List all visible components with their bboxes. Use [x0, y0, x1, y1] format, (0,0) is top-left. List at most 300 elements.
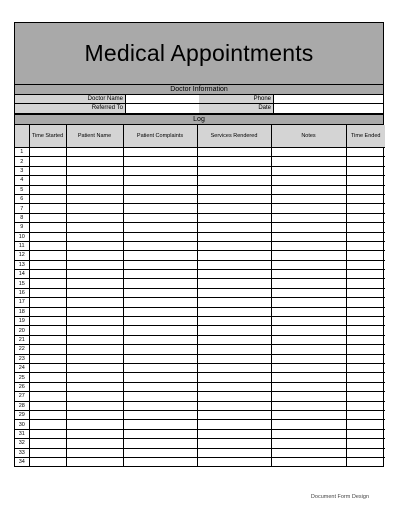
row-number: 26: [15, 382, 29, 391]
notes-cell[interactable]: [271, 345, 346, 354]
patient-complaints-cell[interactable]: [123, 213, 197, 222]
row-number: 25: [15, 373, 29, 382]
row-number: 24: [15, 363, 29, 372]
patient-name-cell[interactable]: [66, 429, 123, 438]
notes-cell[interactable]: [271, 307, 346, 316]
time-started-cell[interactable]: [29, 194, 66, 203]
doctor-right-col: [199, 95, 383, 113]
table-row: [15, 176, 385, 185]
time-ended-cell[interactable]: [346, 345, 385, 354]
time-started-cell[interactable]: [29, 448, 66, 457]
time-started-cell[interactable]: [29, 326, 66, 335]
patient-name-cell[interactable]: [66, 270, 123, 279]
row-number: 19: [15, 317, 29, 326]
patient-complaints-cell[interactable]: [123, 260, 197, 269]
table-row: [15, 429, 385, 438]
time-started-cell[interactable]: [29, 439, 66, 448]
services-rendered-cell[interactable]: [197, 429, 271, 438]
services-rendered-cell[interactable]: [197, 410, 271, 419]
notes-cell[interactable]: [271, 363, 346, 372]
services-rendered-cell[interactable]: [197, 363, 271, 372]
notes-cell[interactable]: [271, 166, 346, 175]
notes-cell[interactable]: [271, 176, 346, 185]
services-rendered-cell[interactable]: [197, 204, 271, 213]
table-row: [15, 373, 385, 382]
patient-complaints-cell[interactable]: [123, 166, 197, 175]
services-rendered-cell[interactable]: [197, 382, 271, 391]
phone-row: [199, 95, 383, 104]
time-started-cell[interactable]: [29, 429, 66, 438]
patient-name-cell[interactable]: [66, 401, 123, 410]
log-table: [15, 125, 385, 466]
services-rendered-cell[interactable]: [197, 185, 271, 194]
services-rendered-cell[interactable]: [197, 448, 271, 457]
notes-cell[interactable]: [271, 401, 346, 410]
time-ended-cell[interactable]: [346, 392, 385, 401]
table-row: [15, 241, 385, 250]
patient-name-cell[interactable]: [66, 185, 123, 194]
notes-cell[interactable]: [271, 382, 346, 391]
notes-cell[interactable]: [271, 448, 346, 457]
patient-name-cell[interactable]: [66, 166, 123, 175]
services-rendered-cell[interactable]: [197, 279, 271, 288]
time-ended-cell[interactable]: [346, 382, 385, 391]
time-ended-cell[interactable]: [346, 166, 385, 175]
table-row: [15, 307, 385, 316]
table-row: [15, 279, 385, 288]
time-started-cell[interactable]: [29, 401, 66, 410]
table-row: [15, 270, 385, 279]
time-started-cell[interactable]: [29, 204, 66, 213]
table-row: [15, 213, 385, 222]
table-row: [15, 354, 385, 363]
patient-complaints-cell[interactable]: [123, 279, 197, 288]
row-number: 16: [15, 288, 29, 297]
notes-cell[interactable]: [271, 439, 346, 448]
time-started-cell[interactable]: [29, 298, 66, 307]
patient-name-cell[interactable]: [66, 260, 123, 269]
log-header-row: [15, 125, 385, 148]
row-number: 5: [15, 185, 29, 194]
patient-name-cell[interactable]: [66, 223, 123, 232]
patient-complaints-cell[interactable]: [123, 401, 197, 410]
services-rendered-cell[interactable]: [197, 223, 271, 232]
row-number: 30: [15, 420, 29, 429]
time-ended-cell[interactable]: [346, 439, 385, 448]
services-rendered-cell[interactable]: [197, 176, 271, 185]
patient-name-cell[interactable]: [66, 194, 123, 203]
patient-complaints-cell[interactable]: [123, 204, 197, 213]
notes-cell[interactable]: [271, 232, 346, 241]
patient-name-cell[interactable]: [66, 420, 123, 429]
services-rendered-cell[interactable]: [197, 166, 271, 175]
patient-name-cell[interactable]: [66, 363, 123, 372]
time-started-cell[interactable]: [29, 279, 66, 288]
patient-complaints-cell[interactable]: [123, 194, 197, 203]
time-ended-cell[interactable]: [346, 148, 385, 157]
row-number: 6: [15, 194, 29, 203]
time-ended-cell[interactable]: [346, 363, 385, 372]
patient-complaints-cell[interactable]: [123, 157, 197, 166]
notes-cell[interactable]: [271, 335, 346, 344]
row-number: 20: [15, 326, 29, 335]
notes-cell[interactable]: [271, 410, 346, 419]
patient-name-cell[interactable]: [66, 326, 123, 335]
patient-complaints-cell[interactable]: [123, 429, 197, 438]
patient-complaints-cell[interactable]: [123, 326, 197, 335]
referred-to-row: [15, 104, 199, 113]
time-ended-cell[interactable]: [346, 279, 385, 288]
notes-cell[interactable]: [271, 457, 346, 466]
notes-cell[interactable]: [271, 204, 346, 213]
date-label: Date: [258, 105, 271, 111]
date-row: [199, 104, 383, 113]
table-row: [15, 232, 385, 241]
row-number: 22: [15, 345, 29, 354]
time-ended-cell[interactable]: [346, 251, 385, 260]
patient-complaints-cell[interactable]: [123, 251, 197, 260]
table-row: [15, 326, 385, 335]
patient-name-cell[interactable]: [66, 232, 123, 241]
services-rendered-cell[interactable]: [197, 354, 271, 363]
services-rendered-cell[interactable]: [197, 317, 271, 326]
time-ended-cell[interactable]: [346, 354, 385, 363]
patient-name-cell[interactable]: [66, 439, 123, 448]
patient-complaints-cell[interactable]: [123, 345, 197, 354]
row-number: 11: [15, 241, 29, 250]
table-row: [15, 410, 385, 419]
notes-cell[interactable]: [271, 317, 346, 326]
row-number: 15: [15, 279, 29, 288]
patient-complaints-cell[interactable]: [123, 382, 197, 391]
services-rendered-cell[interactable]: [197, 457, 271, 466]
patient-name-cell[interactable]: [66, 279, 123, 288]
patient-name-cell[interactable]: [66, 157, 123, 166]
time-started-cell[interactable]: [29, 335, 66, 344]
notes-cell[interactable]: [271, 260, 346, 269]
col-header-time-ended: Time Ended: [346, 125, 385, 148]
patient-complaints-cell[interactable]: [123, 457, 197, 466]
row-number: 2: [15, 157, 29, 166]
time-started-cell[interactable]: [29, 457, 66, 466]
time-started-cell[interactable]: [29, 373, 66, 382]
services-rendered-cell[interactable]: [197, 270, 271, 279]
patient-complaints-cell[interactable]: [123, 148, 197, 157]
patient-name-cell[interactable]: [66, 410, 123, 419]
table-row: [15, 166, 385, 175]
notes-cell[interactable]: [271, 241, 346, 250]
row-number: 27: [15, 392, 29, 401]
table-row: [15, 420, 385, 429]
page-title: Medical Appointments: [15, 23, 383, 85]
table-row: [15, 345, 385, 354]
notes-cell[interactable]: [271, 251, 346, 260]
table-row: [15, 185, 385, 194]
time-started-cell[interactable]: [29, 270, 66, 279]
patient-name-cell[interactable]: [66, 335, 123, 344]
time-started-cell[interactable]: [29, 354, 66, 363]
row-number: 34: [15, 457, 29, 466]
patient-name-cell[interactable]: [66, 392, 123, 401]
patient-complaints-cell[interactable]: [123, 448, 197, 457]
patient-complaints-cell[interactable]: [123, 410, 197, 419]
table-row: [15, 204, 385, 213]
services-rendered-cell[interactable]: [197, 392, 271, 401]
time-started-cell[interactable]: [29, 260, 66, 269]
patient-name-cell[interactable]: [66, 345, 123, 354]
table-row: [15, 401, 385, 410]
time-ended-cell[interactable]: [346, 270, 385, 279]
patient-name-cell[interactable]: [66, 288, 123, 297]
patient-name-cell[interactable]: [66, 448, 123, 457]
time-ended-cell[interactable]: [346, 429, 385, 438]
referred-to-field[interactable]: [125, 104, 199, 113]
table-row: [15, 288, 385, 297]
notes-cell[interactable]: [271, 270, 346, 279]
time-started-cell[interactable]: [29, 410, 66, 419]
services-rendered-cell[interactable]: [197, 194, 271, 203]
phone-field[interactable]: [273, 95, 383, 103]
time-started-cell[interactable]: [29, 157, 66, 166]
row-number-header: [15, 125, 29, 148]
patient-name-cell[interactable]: [66, 307, 123, 316]
log-heading: Log: [15, 114, 383, 125]
patient-complaints-cell[interactable]: [123, 298, 197, 307]
col-header-services-rendered: Services Rendered: [197, 125, 271, 148]
row-number: 8: [15, 213, 29, 222]
services-rendered-cell[interactable]: [197, 298, 271, 307]
patient-complaints-cell[interactable]: [123, 176, 197, 185]
time-started-cell[interactable]: [29, 307, 66, 316]
patient-complaints-cell[interactable]: [123, 317, 197, 326]
table-row: [15, 298, 385, 307]
date-field[interactable]: [273, 104, 383, 113]
row-number: 14: [15, 270, 29, 279]
notes-cell[interactable]: [271, 429, 346, 438]
patient-name-cell[interactable]: [66, 241, 123, 250]
table-row: [15, 148, 385, 157]
notes-cell[interactable]: [271, 157, 346, 166]
time-ended-cell[interactable]: [346, 317, 385, 326]
services-rendered-cell[interactable]: [197, 307, 271, 316]
patient-name-cell[interactable]: [66, 382, 123, 391]
row-number: 9: [15, 223, 29, 232]
patient-complaints-cell[interactable]: [123, 420, 197, 429]
services-rendered-cell[interactable]: [197, 335, 271, 344]
row-number: 29: [15, 410, 29, 419]
time-started-cell[interactable]: [29, 288, 66, 297]
notes-cell[interactable]: [271, 373, 346, 382]
services-rendered-cell[interactable]: [197, 401, 271, 410]
time-started-cell[interactable]: [29, 345, 66, 354]
table-row: [15, 223, 385, 232]
time-ended-cell[interactable]: [346, 213, 385, 222]
time-started-cell[interactable]: [29, 420, 66, 429]
table-row: [15, 157, 385, 166]
time-ended-cell[interactable]: [346, 157, 385, 166]
log-body: [15, 148, 385, 467]
patient-complaints-cell[interactable]: [123, 373, 197, 382]
time-ended-cell[interactable]: [346, 288, 385, 297]
time-ended-cell[interactable]: [346, 241, 385, 250]
patient-name-cell[interactable]: [66, 354, 123, 363]
patient-name-cell[interactable]: [66, 251, 123, 260]
time-started-cell[interactable]: [29, 185, 66, 194]
time-started-cell[interactable]: [29, 317, 66, 326]
patient-complaints-cell[interactable]: [123, 307, 197, 316]
notes-cell[interactable]: [271, 223, 346, 232]
col-header-time-started: Time Started: [29, 125, 66, 148]
patient-complaints-cell[interactable]: [123, 223, 197, 232]
patient-complaints-cell[interactable]: [123, 185, 197, 194]
doctor-name-label: Doctor Name: [87, 96, 123, 102]
time-ended-cell[interactable]: [346, 194, 385, 203]
table-row: [15, 363, 385, 372]
time-started-cell[interactable]: [29, 241, 66, 250]
time-ended-cell[interactable]: [346, 410, 385, 419]
time-started-cell[interactable]: [29, 363, 66, 372]
row-number: 21: [15, 335, 29, 344]
notes-cell[interactable]: [271, 298, 346, 307]
patient-complaints-cell[interactable]: [123, 232, 197, 241]
table-row: [15, 260, 385, 269]
table-row: [15, 251, 385, 260]
table-row: [15, 382, 385, 391]
doctor-name-field[interactable]: [125, 95, 199, 103]
patient-name-cell[interactable]: [66, 298, 123, 307]
services-rendered-cell[interactable]: [197, 326, 271, 335]
time-started-cell[interactable]: [29, 213, 66, 222]
services-rendered-cell[interactable]: [197, 345, 271, 354]
patient-complaints-cell[interactable]: [123, 354, 197, 363]
services-rendered-cell[interactable]: [197, 213, 271, 222]
col-header-patient-name: Patient Name: [66, 125, 123, 148]
patient-name-cell[interactable]: [66, 204, 123, 213]
services-rendered-cell[interactable]: [197, 260, 271, 269]
patient-complaints-cell[interactable]: [123, 392, 197, 401]
row-number: 32: [15, 439, 29, 448]
patient-complaints-cell[interactable]: [123, 288, 197, 297]
time-started-cell[interactable]: [29, 148, 66, 157]
notes-cell[interactable]: [271, 194, 346, 203]
doctor-left-col: [15, 95, 199, 113]
services-rendered-cell[interactable]: [197, 148, 271, 157]
time-started-cell[interactable]: [29, 223, 66, 232]
row-number: 18: [15, 307, 29, 316]
table-row: [15, 448, 385, 457]
table-row: [15, 317, 385, 326]
patient-name-cell[interactable]: [66, 457, 123, 466]
row-number: 10: [15, 232, 29, 241]
time-ended-cell[interactable]: [346, 401, 385, 410]
form-frame: [14, 22, 384, 467]
table-row: [15, 457, 385, 466]
time-started-cell[interactable]: [29, 232, 66, 241]
table-row: [15, 439, 385, 448]
patient-complaints-cell[interactable]: [123, 270, 197, 279]
row-number: 7: [15, 204, 29, 213]
time-ended-cell[interactable]: [346, 326, 385, 335]
patient-name-cell[interactable]: [66, 176, 123, 185]
notes-cell[interactable]: [271, 326, 346, 335]
time-started-cell[interactable]: [29, 251, 66, 260]
row-number: 13: [15, 260, 29, 269]
table-row: [15, 392, 385, 401]
notes-cell[interactable]: [271, 288, 346, 297]
services-rendered-cell[interactable]: [197, 420, 271, 429]
services-rendered-cell[interactable]: [197, 439, 271, 448]
notes-cell[interactable]: [271, 420, 346, 429]
services-rendered-cell[interactable]: [197, 241, 271, 250]
notes-cell[interactable]: [271, 148, 346, 157]
phone-label: Phone: [253, 96, 271, 102]
doctor-name-row: [15, 95, 199, 104]
services-rendered-cell[interactable]: [197, 373, 271, 382]
notes-cell[interactable]: [271, 279, 346, 288]
row-number: 28: [15, 401, 29, 410]
services-rendered-cell[interactable]: [197, 251, 271, 260]
patient-complaints-cell[interactable]: [123, 439, 197, 448]
time-ended-cell[interactable]: [346, 335, 385, 344]
col-header-notes: Notes: [271, 125, 346, 148]
table-row: [15, 335, 385, 344]
time-ended-cell[interactable]: [346, 373, 385, 382]
time-ended-cell[interactable]: [346, 232, 385, 241]
patient-complaints-cell[interactable]: [123, 241, 197, 250]
patient-name-cell[interactable]: [66, 148, 123, 157]
patient-complaints-cell[interactable]: [123, 335, 197, 344]
patient-name-cell[interactable]: [66, 317, 123, 326]
row-number: 23: [15, 354, 29, 363]
time-ended-cell[interactable]: [346, 260, 385, 269]
patient-name-cell[interactable]: [66, 213, 123, 222]
time-ended-cell[interactable]: [346, 307, 385, 316]
services-rendered-cell[interactable]: [197, 157, 271, 166]
col-header-patient-complaints: Patient Complaints: [123, 125, 197, 148]
doctor-info-block: [15, 95, 383, 114]
time-ended-cell[interactable]: [346, 298, 385, 307]
patient-name-cell[interactable]: [66, 373, 123, 382]
time-ended-cell[interactable]: [346, 176, 385, 185]
services-rendered-cell[interactable]: [197, 288, 271, 297]
services-rendered-cell[interactable]: [197, 232, 271, 241]
row-number: 17: [15, 298, 29, 307]
row-number: 4: [15, 176, 29, 185]
row-number: 1: [15, 148, 29, 157]
time-ended-cell[interactable]: [346, 223, 385, 232]
notes-cell[interactable]: [271, 392, 346, 401]
patient-complaints-cell[interactable]: [123, 363, 197, 372]
time-started-cell[interactable]: [29, 176, 66, 185]
time-ended-cell[interactable]: [346, 185, 385, 194]
time-ended-cell[interactable]: [346, 457, 385, 466]
time-ended-cell[interactable]: [346, 420, 385, 429]
time-started-cell[interactable]: [29, 392, 66, 401]
time-started-cell[interactable]: [29, 166, 66, 175]
notes-cell[interactable]: [271, 213, 346, 222]
referred-to-label: Referred To: [91, 105, 123, 111]
footer-credit: Document Form Design: [310, 494, 369, 500]
time-ended-cell[interactable]: [346, 204, 385, 213]
notes-cell[interactable]: [271, 185, 346, 194]
row-number: 31: [15, 429, 29, 438]
row-number: 12: [15, 251, 29, 260]
row-number: 33: [15, 448, 29, 457]
notes-cell[interactable]: [271, 354, 346, 363]
row-number: 3: [15, 166, 29, 175]
time-started-cell[interactable]: [29, 382, 66, 391]
time-ended-cell[interactable]: [346, 448, 385, 457]
